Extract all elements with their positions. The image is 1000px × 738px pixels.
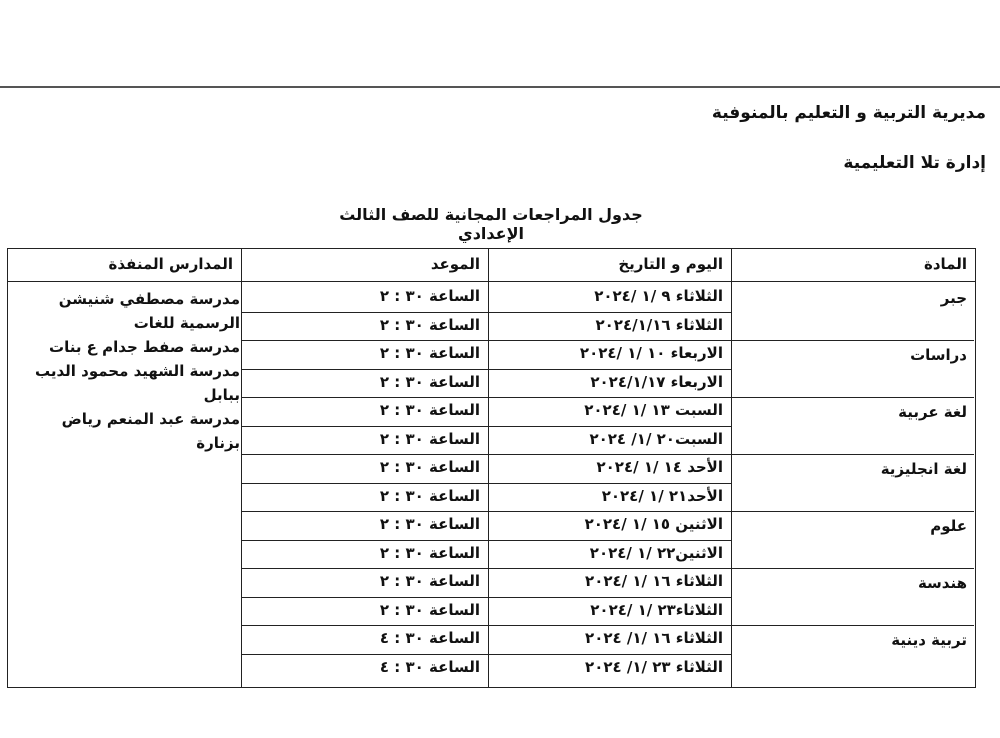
schools-list: [12, 287, 240, 455]
top-rule: [0, 86, 1000, 88]
session-time: الساعة ٣٠ : ٢: [379, 543, 480, 562]
session-time: الساعة ٣٠ : ٢: [379, 429, 480, 448]
session-date: السبت ١٣ /١ /٢٠٢٤: [584, 401, 723, 419]
session-time: الساعة ٣٠ : ٢: [379, 458, 480, 476]
session-divider: [241, 369, 731, 370]
subject-name: تربية دينية: [891, 631, 967, 649]
session-time: الساعة ٣٠ : ٢: [379, 401, 480, 419]
session-divider: [241, 654, 731, 655]
session-time: الساعة ٣٠ : ٢: [379, 372, 480, 391]
subject-divider: [241, 568, 974, 569]
session-date: الأحد ١٤ /١ /٢٠٢٤: [596, 458, 723, 476]
subject-divider: [241, 340, 974, 341]
col-header-schools: المدارس المنفذة: [108, 255, 233, 273]
col-divider: [488, 249, 489, 687]
session-date: الاربعاء ٢٠٢٤/١/١٧: [590, 372, 723, 391]
subject-name: لغة عربية: [898, 403, 967, 421]
header-divider: [8, 281, 975, 282]
subject-name: هندسة: [917, 574, 967, 592]
session-time: الساعة ٣٠ : ٢: [379, 287, 480, 305]
col-divider: [731, 249, 732, 687]
subject-divider: [241, 625, 974, 626]
session-time: الساعة ٣٠ : ٢: [379, 315, 480, 334]
school-line: مدرسة الشهيد محمود الديب: [34, 362, 240, 380]
school-line: الرسمية للغات: [133, 314, 240, 332]
session-time: الساعة ٣٠ : ٢: [379, 486, 480, 505]
school-line: ببابل: [203, 386, 240, 404]
school-line: مدرسة عبد المنعم رياض: [61, 410, 240, 428]
session-divider: [241, 540, 731, 541]
session-time: الساعة ٣٠ : ٢: [379, 600, 480, 619]
session-date: الثلاثاء ٩ /١ /٢٠٢٤: [594, 287, 723, 305]
session-time: الساعة ٣٠ : ٢: [379, 344, 480, 362]
subject-divider: [241, 397, 974, 398]
session-time: الساعة ٣٠ : ٤: [379, 629, 480, 647]
school-line: مدرسة مصطفي شنيشن: [58, 290, 240, 308]
subject-divider: [241, 454, 974, 455]
session-divider: [241, 426, 731, 427]
session-date: الاثنين ١٥ /١ /٢٠٢٤: [584, 515, 723, 533]
session-time: الساعة ٣٠ : ٢: [379, 572, 480, 590]
col-header-date: اليوم و التاريخ: [618, 255, 723, 273]
session-divider: [241, 597, 731, 598]
session-time: الساعة ٣٠ : ٤: [379, 657, 480, 676]
session-date: الأحد٢١ /١ /٢٠٢٤: [601, 486, 723, 505]
subject-name: لغة انجليزية: [880, 460, 967, 478]
session-date: الاربعاء ١٠ /١ /٢٠٢٤: [579, 344, 723, 362]
session-date: الثلاثاء ٢٠٢٤/١/١٦: [595, 315, 723, 334]
schedule-table: [7, 248, 976, 688]
col-header-time: الموعد: [430, 255, 480, 273]
subject-name: علوم: [930, 517, 967, 535]
session-date: الثلاثاء٢٣ /١ /٢٠٢٤: [590, 600, 723, 619]
schedule-title: جدول المراجعات المجانية للصف الثالث الإعدادي: [339, 205, 643, 243]
col-header-subject: المادة: [923, 255, 967, 273]
session-date: الثلاثاء ١٦ /١ /٢٠٢٤: [585, 572, 723, 590]
directorate-heading: مديرية التربية و التعليم بالمنوفية: [711, 103, 986, 123]
subject-divider: [241, 511, 974, 512]
school-line: مدرسة صفط جدام ع بنات: [49, 338, 240, 356]
session-date: الثلاثاء ١٦ /١/ ٢٠٢٤: [585, 629, 723, 647]
school-line: بزنارة: [196, 434, 240, 452]
session-date: الثلاثاء ٢٣ /١/ ٢٠٢٤: [585, 657, 723, 676]
col-divider: [241, 249, 242, 687]
administration-heading: إدارة تلا التعليمية: [843, 153, 986, 173]
session-divider: [241, 483, 731, 484]
session-time: الساعة ٣٠ : ٢: [379, 515, 480, 533]
subject-name: دراسات: [910, 346, 967, 364]
session-date: السبت٢٠ /١/ ٢٠٢٤: [589, 429, 723, 448]
session-divider: [241, 312, 731, 313]
session-date: الاثنين٢٢ /١ /٢٠٢٤: [589, 543, 723, 562]
subject-name: جبر: [940, 289, 967, 307]
